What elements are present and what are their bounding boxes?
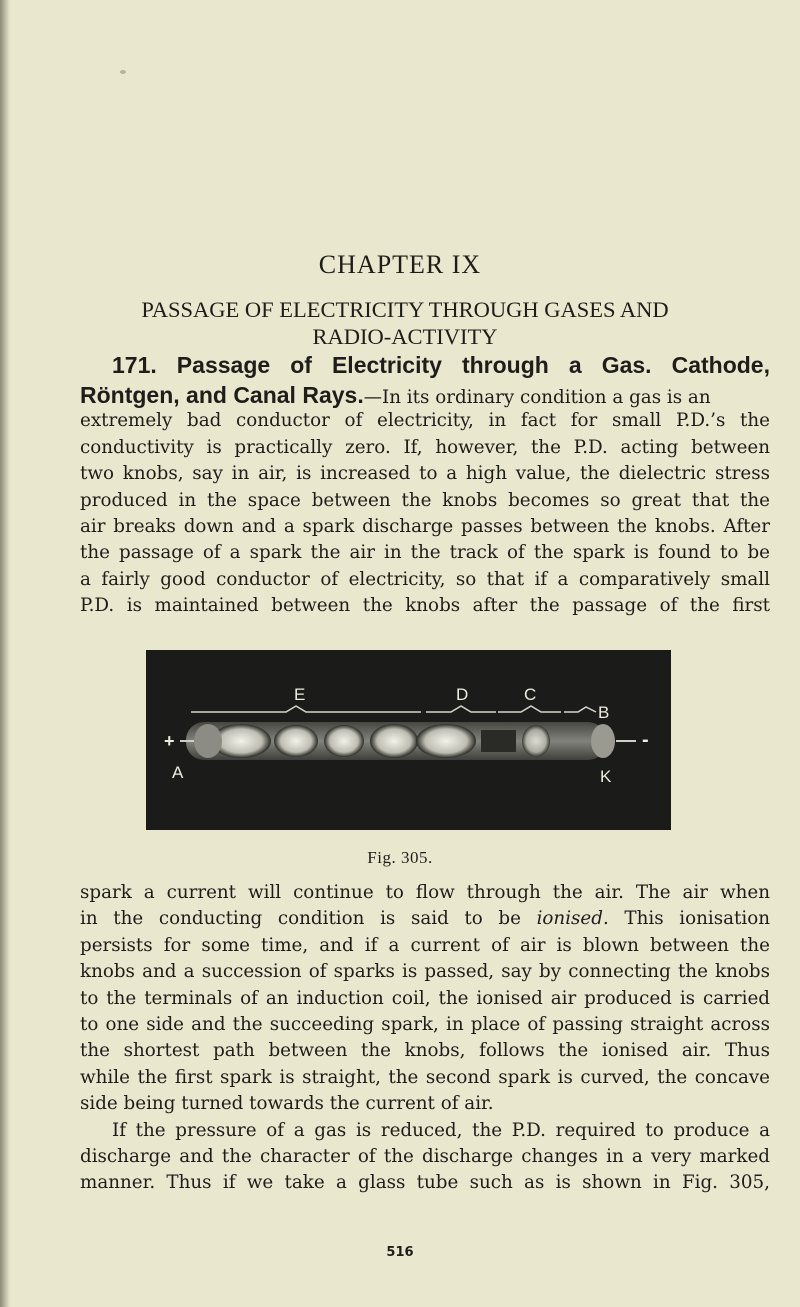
label-minus: - bbox=[642, 729, 649, 751]
chapter-title: CHAPTER IX bbox=[318, 250, 482, 279]
text-line: P.D. is maintained between the knobs after the passage of the first bbox=[80, 595, 770, 617]
continuation-paragraph bbox=[80, 880, 770, 1197]
faraday-dark-space bbox=[481, 730, 516, 752]
text-line: to one side and the succeeding spark, in place of passing straight across bbox=[80, 1013, 770, 1035]
anode-a bbox=[194, 724, 222, 758]
negative-glow bbox=[522, 725, 550, 757]
label-c: C bbox=[524, 685, 537, 704]
positive-column bbox=[416, 724, 476, 758]
text-line: while the first spark is straight, the second spark is curved, the concave bbox=[80, 1066, 770, 1088]
cathode-k bbox=[591, 724, 615, 758]
text-line: If the pressure of a gas is reduced, the P.D. required to produce a bbox=[112, 1119, 770, 1141]
section-171-paragraph bbox=[80, 352, 770, 620]
label-plus: + bbox=[164, 731, 175, 751]
text-line: knobs and a succession of sparks is passed, say by connecting the knobs bbox=[80, 961, 770, 983]
label-d: D bbox=[456, 685, 469, 704]
discharge-tube-figure bbox=[146, 650, 671, 830]
subtitle-line: PASSAGE OF ELECTRICITY THROUGH GASES AND bbox=[141, 297, 669, 322]
text-line: a fairly good conductor of electricity, so that if a comparatively small bbox=[80, 568, 770, 590]
text-line: air breaks down and a spark discharge passes between the knobs. After bbox=[80, 515, 770, 537]
emphasis-ionised: ionised. bbox=[536, 908, 609, 930]
text-fragment: —In its ordinary condition a gas is an bbox=[363, 387, 711, 408]
text-line: extremely bad conductor of electricity, in fact for small P.D.’s the bbox=[80, 410, 770, 432]
text-fragment: in the conducting condition is said to be bbox=[80, 908, 537, 930]
label-k: K bbox=[600, 767, 612, 786]
chapter-subtitle bbox=[40, 296, 770, 350]
discharge-tube-illustration bbox=[146, 650, 671, 830]
text-line: spark a current will continue to flow through the air. The air when bbox=[80, 882, 770, 903]
text-line: discharge and the character of the discharge changes in a very marked bbox=[80, 1145, 770, 1167]
text-line: persists for some time, and if a current of air is blown between the bbox=[80, 934, 770, 956]
text-line: produced in the space between the knobs becomes so great that the bbox=[80, 489, 770, 511]
text-fragment: This ionisation bbox=[608, 908, 770, 930]
text-line: conductivity is practically zero. If, however, the P.D. acting between bbox=[80, 436, 770, 458]
text-line bbox=[80, 382, 770, 408]
striation bbox=[274, 725, 318, 757]
subtitle-line: RADIO-ACTIVITY bbox=[312, 324, 498, 349]
figure-caption: Fig. 305. bbox=[367, 848, 433, 867]
striation bbox=[324, 725, 364, 757]
text-line: the shortest path between the knobs, follows the ionised air. Thus bbox=[80, 1040, 770, 1062]
text-line: two knobs, say in air, is increased to a high value, the dielectric stress bbox=[80, 463, 770, 485]
text-line: manner. Thus if we take a glass tube such as is shown in Fig. 305, bbox=[80, 1172, 770, 1194]
paper-stain bbox=[120, 70, 126, 74]
label-e: E bbox=[294, 685, 306, 704]
striation bbox=[370, 724, 418, 758]
label-b: B bbox=[598, 703, 610, 722]
page-edge-shadow bbox=[0, 0, 10, 1307]
text-line: the passage of a spark the air in the track of the spark is found to be bbox=[80, 542, 770, 564]
text-line: side being turned towards the current of air. bbox=[80, 1093, 494, 1115]
text-line: to the terminals of an induction coil, the ionised air produced is carried bbox=[80, 987, 770, 1009]
page-number: 516 bbox=[386, 1245, 414, 1260]
text-line bbox=[80, 906, 770, 932]
label-a: A bbox=[172, 763, 184, 782]
section-heading: 171. Passage of Electricity through a Gas. Cathode, bbox=[112, 352, 770, 378]
section-heading-cont: Röntgen, and Canal Rays. bbox=[80, 382, 364, 408]
